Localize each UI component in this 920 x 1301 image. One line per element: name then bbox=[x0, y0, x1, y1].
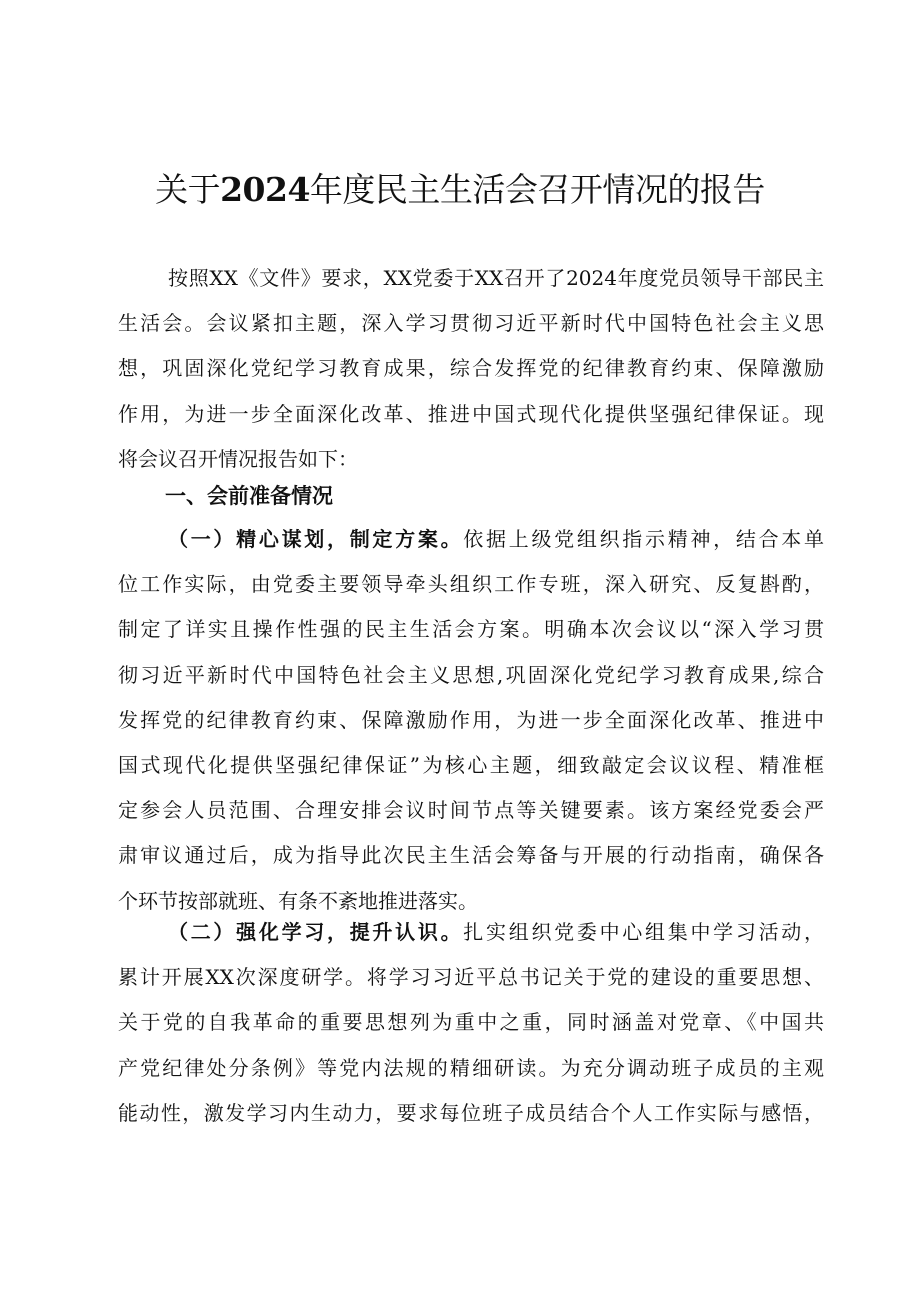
sub1-line: 定参会人员范围、合理安排会议时间节点等关键要素。该方案经党委会严 bbox=[118, 798, 824, 823]
sub2-first-line bbox=[118, 910, 824, 955]
intro-line: 作用，为进一步全面深化改革、推进中国式现代化提供坚强纪律保证。现 bbox=[118, 401, 824, 426]
document-title bbox=[0, 160, 920, 220]
sub1-line: 肃审议通过后，成为指导此次民主生活会筹备与开展的行动指南，确保各 bbox=[118, 843, 824, 868]
sub2-first-text: 扎实组织党委中心组集中学习活动， bbox=[463, 920, 824, 944]
sub1-paragraph bbox=[118, 517, 824, 924]
intro-line: 想，巩固深化党纪学习教育成果，综合发挥党的纪律教育约束、保障激励 bbox=[118, 356, 824, 381]
sub2-line: 能动性，激发学习内生动力，要求每位班子成员结合个人工作实际与感悟， bbox=[118, 1100, 824, 1125]
sub2-line: 关于党的自我革命的重要思想列为重中之重，同时涵盖对党章、《中国共 bbox=[118, 1010, 824, 1035]
section-heading: 一、会前准备情况 bbox=[165, 484, 333, 508]
title-year: 2024 bbox=[220, 170, 310, 209]
sub1-first-line bbox=[118, 517, 824, 562]
intro-paragraph bbox=[118, 256, 824, 482]
sub1-first-text: 依据上级党组织指示精神，结合本单 bbox=[463, 527, 824, 551]
intro-line: 将会议召开情况报告如下： bbox=[118, 446, 358, 471]
sub1-line: 制定了详实且操作性强的民主生活会方案。明确本次会议以“深入学习贯 bbox=[118, 617, 824, 642]
sub2-line: 产党纪律处分条例》等党内法规的精细研读。为充分调动班子成员的主观 bbox=[118, 1055, 824, 1080]
sub1-line: 个环节按部就班、有条不紊地推进落实。 bbox=[118, 888, 478, 913]
title-suffix: 年度民主生活会召开情况的报告 bbox=[309, 170, 765, 209]
intro-line: 按照XX《文件》要求，XX党委于XX召开了2024年度党员领导干部民主 bbox=[168, 266, 824, 290]
sub1-heading: （一）精心谋划，制定方案。 bbox=[168, 527, 464, 551]
sub1-line: 发挥党的纪律教育约束、保障激励作用，为进一步全面深化改革、推进中 bbox=[118, 707, 824, 732]
sub2-line: 累计开展XX次深度研学。将学习习近平总书记关于党的建设的重要思想、 bbox=[118, 965, 824, 990]
intro-line: 生活会。会议紧扣主题，深入学习贯彻习近平新时代中国特色社会主义思 bbox=[118, 311, 824, 336]
sub1-line: 国式现代化提供坚强纪律保证”为核心主题，细致敲定会议议程、精准框 bbox=[118, 752, 824, 777]
sub2-heading: （二）强化学习，提升认识。 bbox=[168, 920, 464, 944]
title-prefix: 关于 bbox=[155, 170, 221, 209]
sub1-line: 彻习近平新时代中国特色社会主义思想,巩固深化党纪学习教育成果,综合 bbox=[118, 662, 824, 687]
sub1-line: 位工作实际，由党委主要领导牵头组织工作专班，深入研究、反复斟酌， bbox=[118, 572, 824, 597]
sub2-paragraph bbox=[118, 910, 824, 1136]
